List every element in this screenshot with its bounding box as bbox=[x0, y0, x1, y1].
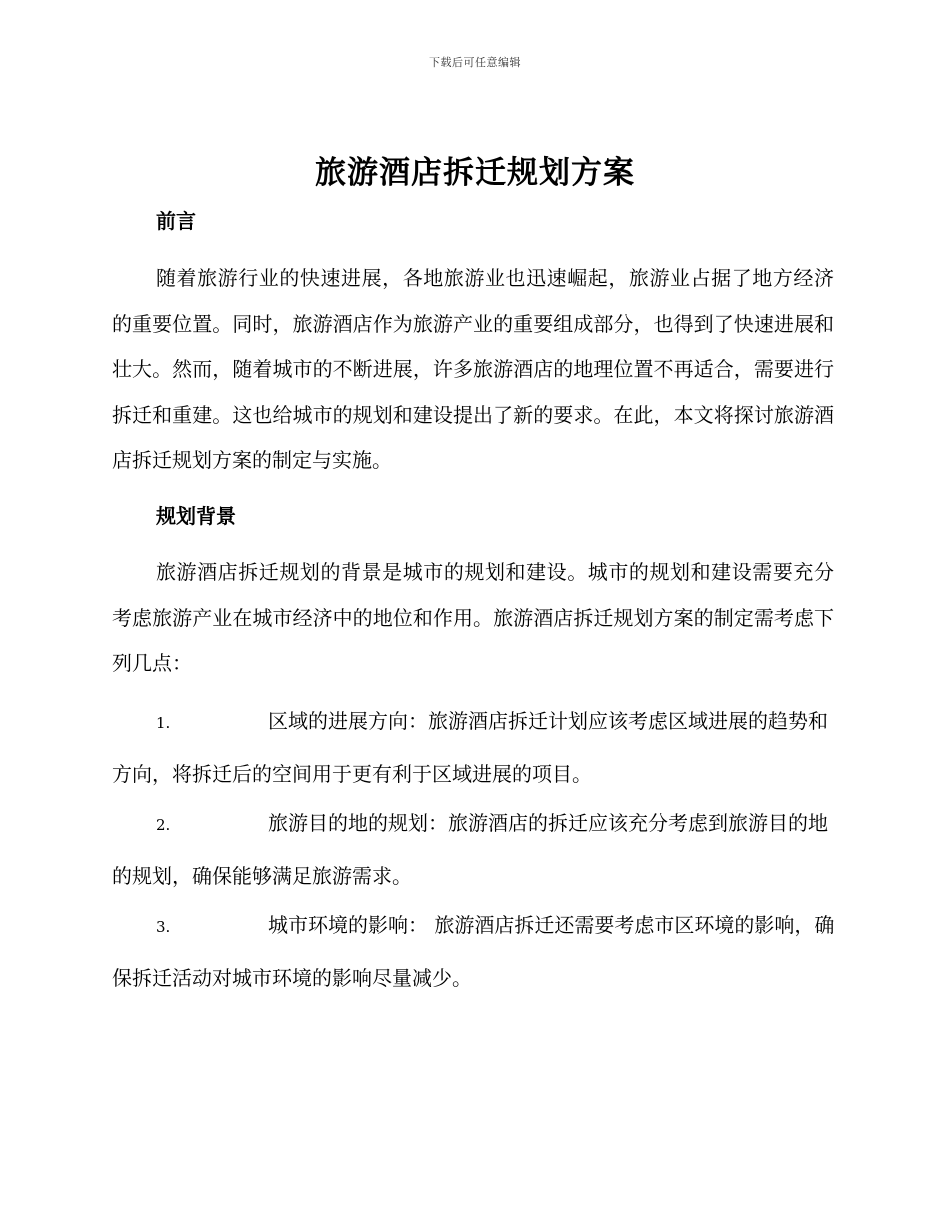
list-item-number: 1. bbox=[156, 714, 171, 732]
section-heading-preface: 前言 bbox=[156, 209, 196, 233]
section-heading-background: 规划背景 bbox=[156, 504, 236, 528]
list-item bbox=[112, 696, 838, 800]
list-item-number: 3. bbox=[156, 918, 171, 936]
list-item-text: 区域的进展方向：旅游酒店拆迁计划应该考虑区域进展的趋势和方向，将拆迁后的空间用于更有利于区域进展的项目。 bbox=[112, 709, 828, 786]
list-item bbox=[112, 900, 838, 1004]
list-item-number: 2. bbox=[156, 816, 171, 834]
list-item-text: 旅游目的地的规划：旅游酒店的拆迁应该充分考虑到旅游目的地的规划，确保能够满足旅游需求。 bbox=[112, 811, 828, 888]
section-paragraph-background: 旅游酒店拆迁规划的背景是城市的规划和建设。城市的规划和建设需要充分考虑旅游产业在城市经济中的地位和作用。旅游酒店拆迁规划方案的制定需考虑下列几点： bbox=[112, 560, 834, 675]
page-header: 下载后可任意编辑 bbox=[429, 56, 521, 69]
list-item-text: 城市环境的影响： 旅游酒店拆迁还需要考虑市区环境的影响，确保拆迁活动对城市环境的影响尽量减少。 bbox=[112, 913, 835, 990]
list-item bbox=[112, 798, 838, 902]
section-paragraph-preface: 随着旅游行业的快速进展，各地旅游业也迅速崛起，旅游业占据了地方经济的重要位置。同时，旅游酒店作为旅游产业的重要组成部分，也得到了快速进展和壮大。然而，随着城市的不断进展，许多旅游酒店的地理位置不再适合，需要进行拆迁和重建。这也给城市的规划和建设提出了新的要求。在此，本文将探讨旅游酒店拆迁规划方案的制定与实施。 bbox=[112, 266, 834, 472]
document-title: 旅游酒店拆迁规划方案 bbox=[315, 155, 635, 191]
